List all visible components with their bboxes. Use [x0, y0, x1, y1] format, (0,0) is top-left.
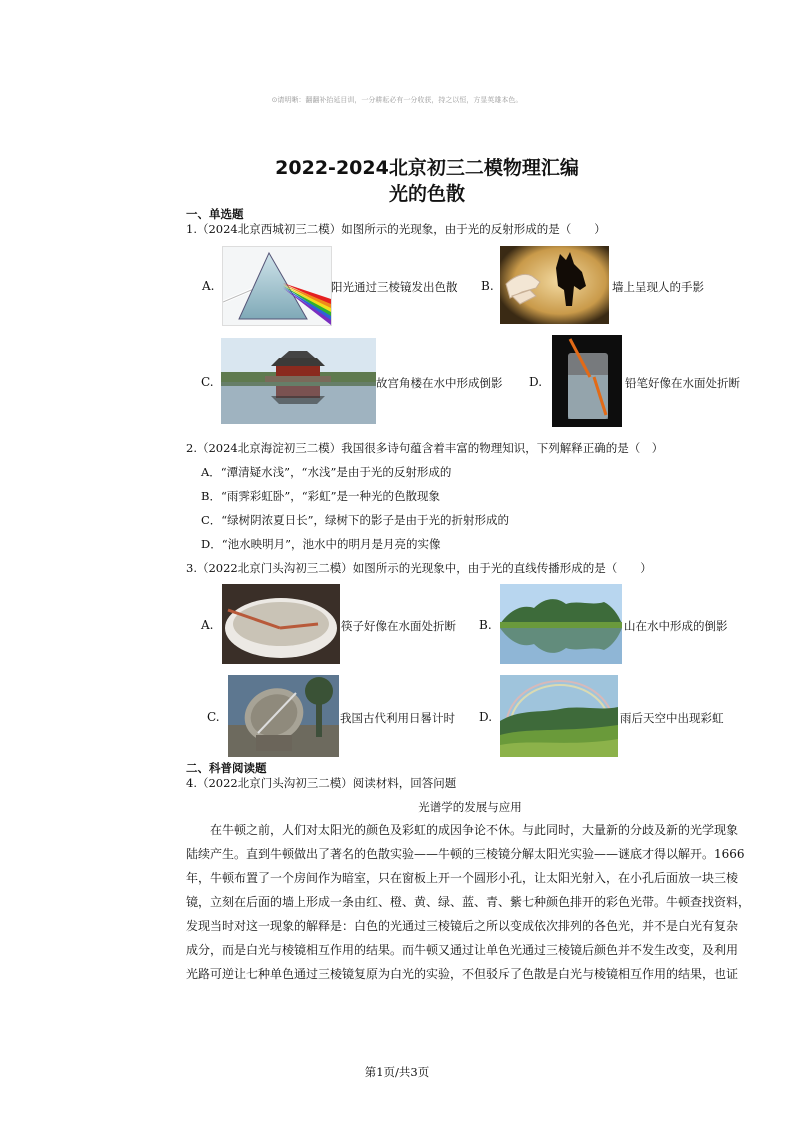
q2-option-c: C．“绿树阴浓夏日长”，绿树下的影子是由于光的折射形成的: [201, 513, 510, 527]
q1-option-a-text: 阳光通过三棱镜发出色散: [331, 280, 458, 294]
hand-shadow-image: [500, 246, 609, 324]
chopsticks-in-bowl-image: [222, 584, 340, 664]
rainbow-landscape-image: [500, 675, 618, 757]
article-line-3: 年，牛顿布置了一个房间作为暗室，只在窗板上开一个圆形小孔，让太阳光射入，在小孔后面放一块三棱: [186, 871, 739, 885]
section-heading-reading: 二、科普阅读题: [186, 761, 267, 775]
article-line-6: 成分，而是白光与棱镜相互作用的结果。而牛顿又通过让单色光通过三棱镜后颜色并不发生改变，及利用: [186, 943, 739, 957]
watermark: ⊙请明晰：翻翻补抬延目训，一分耕耘必有一分收获，持之以恒，方显英雄本色。: [271, 96, 523, 104]
q3-option-c-letter: C.: [207, 710, 220, 724]
mountain-reflection-image: [500, 584, 622, 664]
q1-option-c-letter: C.: [201, 375, 214, 389]
page-number: 第1页/共3页: [364, 1065, 430, 1079]
forbidden-city-reflection-image: [221, 338, 376, 424]
q1-option-c-text: 故宫角楼在水中形成倒影: [376, 376, 503, 390]
q1-option-d-letter: D.: [529, 375, 543, 389]
q1-option-a-letter: A.: [202, 279, 215, 293]
q3-option-c-text: 我国古代利用日晷计时: [340, 711, 455, 725]
pencil-in-glass-image: [552, 335, 622, 427]
question-4-stem: 4.（2022北京门头沟初三二模）阅读材料，回答问题: [186, 776, 457, 790]
q2-option-b: B．“雨霁彩虹卧”，“彩虹”是一种光的色散现象: [201, 489, 440, 503]
article-line-1: 在牛顿之前，人们对太阳光的颜色及彩虹的成因争论不休。与此同时，大量新的分歧及新的光学现象: [210, 823, 739, 837]
q1-option-d-text: 铅笔好像在水面处折断: [625, 376, 740, 390]
q3-option-b-text: 山在水中形成的倒影: [624, 619, 728, 633]
sundial-image: [228, 675, 339, 757]
article-line-5: 发现当时对这一现象的解释是：白色的光通过三棱镜后之所以变成依次排列的各色光，并不是白光有复杂: [186, 919, 739, 933]
prism-dispersion-image: [222, 246, 332, 326]
article-title: 光谱学的发展与应用: [418, 800, 522, 814]
q2-option-a: A．“潭清疑水浅”，“水浅”是由于光的反射形成的: [201, 465, 452, 479]
question-2-stem: 2.（2024北京海淀初三二模）我国很多诗句蕴含着丰富的物理知识，下列解释正确的是（ ）: [186, 441, 664, 455]
article-line-2: 陆续产生。直到牛顿做出了著名的色散实验——牛顿的三棱镜分解太阳光实验——谜底才得以解开。1666: [186, 847, 745, 861]
q3-option-d-letter: D.: [479, 710, 493, 724]
q3-option-a-letter: A.: [201, 618, 214, 632]
article-line-7: 光路可逆让七种单色通过三棱镜复原为白光的实验，不但驳斥了色散是白光与棱镜相互作用的结果，也证: [186, 967, 739, 981]
q3-option-d-text: 雨后天空中出现彩虹: [620, 711, 724, 725]
q2-option-d: D．“池水映明月”，池水中的明月是月亮的实像: [201, 537, 441, 551]
document-subtitle: 光的色散: [388, 183, 465, 205]
article-line-4: 镜，立刻在后面的墙上形成一条由红、橙、黄、绿、蓝、青、紫七种颜色排开的彩色光带。牛顿查找资料，: [186, 895, 751, 909]
q1-option-b-text: 墙上呈现人的手影: [612, 280, 704, 294]
q1-option-b-letter: B.: [481, 279, 494, 293]
q3-option-b-letter: B.: [479, 618, 492, 632]
question-1-stem: 1.（2024北京西城初三二模）如图所示的光现象，由于光的反射形成的是（ ）: [186, 222, 606, 236]
section-heading-single-choice: 一、单选题: [186, 207, 244, 221]
question-3-stem: 3.（2022北京门头沟初三二模）如图所示的光现象中，由于光的直线传播形成的是（ ）: [186, 561, 652, 575]
q3-option-a-text: 筷子好像在水面处折断: [341, 619, 456, 633]
document-title: 2022-2024北京初三二模物理汇编: [275, 157, 579, 179]
